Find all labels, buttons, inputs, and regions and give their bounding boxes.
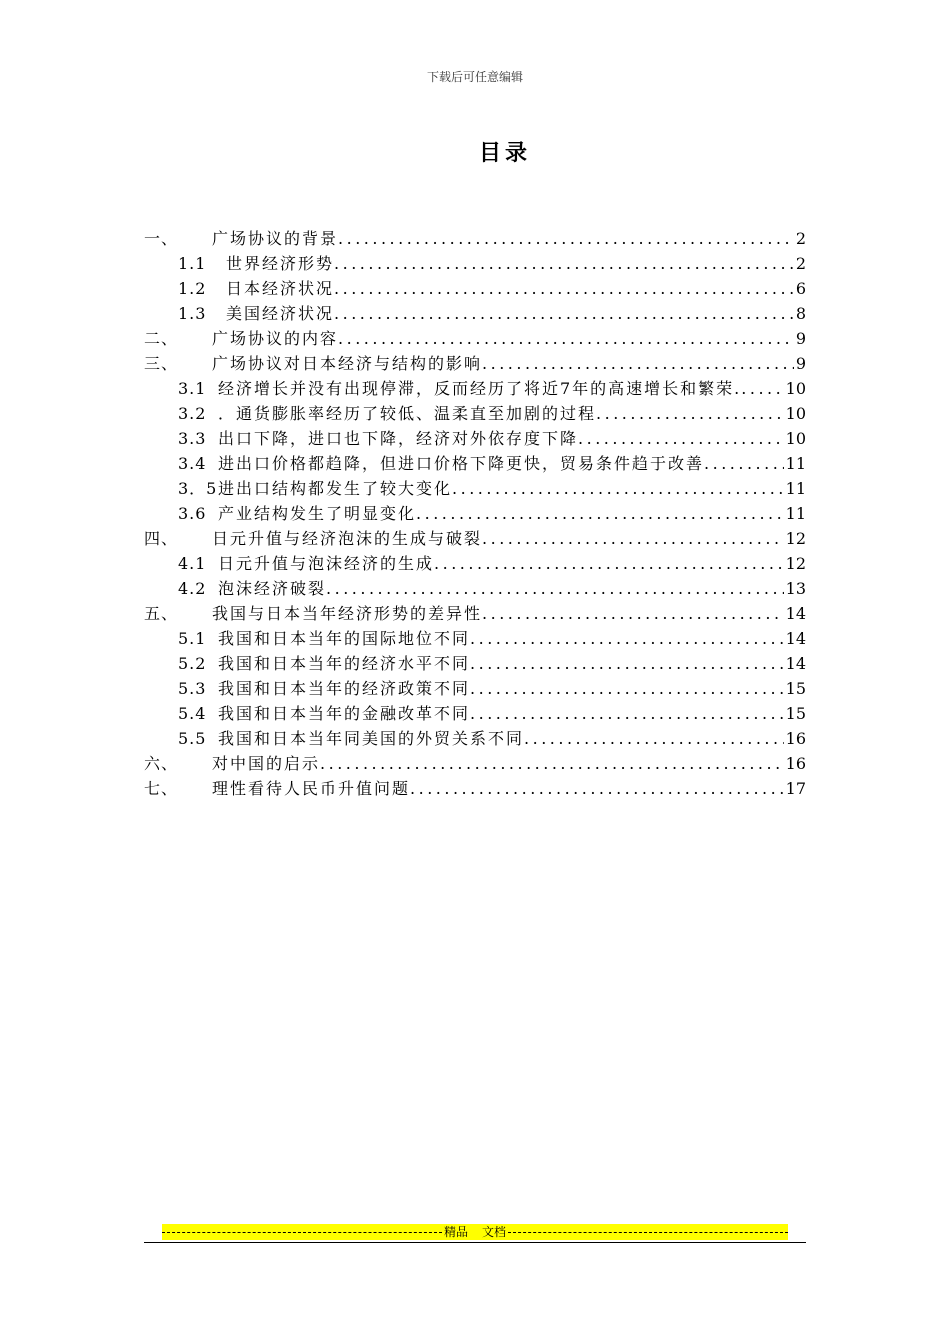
toc-entry-page-number: 14 bbox=[785, 604, 806, 623]
toc-entry-title: 广场协议的背景 bbox=[212, 229, 339, 248]
toc-entry-page-number: 2 bbox=[795, 254, 806, 273]
toc-entry[interactable] bbox=[144, 451, 806, 476]
toc-entry-title: 泡沫经济破裂 bbox=[218, 579, 327, 598]
toc-leader-dots bbox=[482, 601, 784, 626]
toc-entry-number: 5.2 bbox=[178, 654, 207, 673]
toc-entry[interactable] bbox=[144, 376, 806, 401]
toc-entry-number: 七、 bbox=[144, 779, 179, 798]
toc-entry[interactable] bbox=[144, 401, 806, 426]
toc-entry-number: 1.1 bbox=[178, 254, 207, 273]
toc-leader-dots bbox=[578, 426, 784, 451]
toc-entry[interactable] bbox=[144, 301, 806, 326]
toc-entry[interactable] bbox=[144, 776, 806, 801]
toc-entry-title: 世界经济形势 bbox=[226, 254, 335, 273]
toc-entry-title: 日本经济状况 bbox=[226, 279, 335, 298]
toc-entry-number: 3.3 bbox=[178, 429, 207, 448]
toc-entry-title: 我国和日本当年的经济政策不同 bbox=[218, 679, 471, 698]
toc-entry-title: 我国和日本当年的经济水平不同 bbox=[218, 654, 471, 673]
toc-entry-title: 广场协议的内容 bbox=[212, 329, 339, 348]
toc-entry[interactable] bbox=[144, 576, 806, 601]
toc-entry-title: 日元升值与泡沫经济的生成 bbox=[218, 554, 435, 573]
toc-entry-title: 我国和日本当年的金融改革不同 bbox=[218, 704, 471, 723]
toc-entry-number: 四、 bbox=[144, 529, 179, 548]
toc-entry[interactable] bbox=[144, 351, 806, 376]
toc-leader-dots bbox=[524, 726, 784, 751]
toc-leader-dots bbox=[470, 651, 784, 676]
toc-entry-page-number: 11 bbox=[785, 479, 806, 498]
toc-entry-title: 进出口价格都趋降，但进口价格下降更快，贸易条件趋于改善 bbox=[218, 454, 705, 473]
toc-entry-page-number: 10 bbox=[785, 404, 806, 423]
toc-entry-page-number: 14 bbox=[785, 654, 806, 673]
toc-entry-page-number: 10 bbox=[785, 379, 806, 398]
toc-leader-dots bbox=[452, 476, 784, 501]
toc-entry[interactable] bbox=[144, 626, 806, 651]
toc-entry-number: 1.2 bbox=[178, 279, 207, 298]
toc-leader-dots bbox=[326, 576, 784, 601]
toc-entry[interactable] bbox=[144, 726, 806, 751]
toc-leader-dots bbox=[334, 301, 794, 326]
toc-entry[interactable] bbox=[144, 251, 806, 276]
toc-entry-page-number: 12 bbox=[785, 554, 806, 573]
toc-entry[interactable] bbox=[144, 476, 806, 501]
toc-entry-title: 产业结构发生了明显变化 bbox=[218, 504, 417, 523]
toc-entry-title: 日元升值与经济泡沫的生成与破裂 bbox=[212, 529, 483, 548]
toc-entry[interactable] bbox=[144, 601, 806, 626]
toc-entry-title: 我国和日本当年同美国的外贸关系不同 bbox=[218, 729, 525, 748]
toc-entry-title: ．通货膨胀率经历了较低、温柔直至加剧的过程 bbox=[218, 404, 597, 423]
toc-entry-page-number: 16 bbox=[785, 729, 806, 748]
toc-entry-title: 我国和日本当年的国际地位不同 bbox=[218, 629, 471, 648]
toc-entry-page-number: 2 bbox=[795, 229, 806, 248]
footer-rule bbox=[144, 1242, 806, 1243]
toc-entry-number: 3.6 bbox=[178, 504, 207, 523]
toc-leader-dots bbox=[334, 276, 794, 301]
toc-entry-number: 3.4 bbox=[178, 454, 207, 473]
toc-entry-page-number: 10 bbox=[785, 429, 806, 448]
toc-leader-dots bbox=[741, 376, 783, 401]
footer-highlight-bar bbox=[162, 1224, 788, 1240]
toc-entry-page-number: 15 bbox=[785, 704, 806, 723]
toc-entry[interactable] bbox=[144, 676, 806, 701]
toc-entry[interactable] bbox=[144, 501, 806, 526]
toc-leader-dots bbox=[320, 751, 784, 776]
page-header-note: 下载后可任意编辑 bbox=[426, 70, 523, 84]
toc-entry[interactable] bbox=[144, 526, 806, 551]
toc-entry-page-number: 16 bbox=[785, 754, 806, 773]
toc-entry[interactable] bbox=[144, 701, 806, 726]
toc-leader-dots bbox=[470, 676, 784, 701]
toc-leader-dots bbox=[596, 401, 784, 426]
toc-entry[interactable] bbox=[144, 326, 806, 351]
toc-entry-number: 三、 bbox=[144, 354, 179, 373]
toc-entry[interactable] bbox=[144, 276, 806, 301]
toc-entry-number: 4.2 bbox=[178, 579, 207, 598]
toc-entry-page-number: 13 bbox=[785, 579, 806, 598]
toc-entry-page-number: 17 bbox=[785, 779, 806, 798]
toc-entry-number: 3.2 bbox=[178, 404, 207, 423]
toc-entry[interactable] bbox=[144, 226, 806, 251]
toc-entry-page-number: 14 bbox=[785, 629, 806, 648]
toc-leader-dots bbox=[338, 226, 794, 251]
footer-label-right: 文档 bbox=[482, 1225, 507, 1239]
toc-entry-number: 5.5 bbox=[178, 729, 207, 748]
toc-entry-number: 3．5 bbox=[178, 479, 218, 498]
toc-leader-dots bbox=[482, 526, 784, 551]
toc-entry-page-number: 12 bbox=[785, 529, 806, 548]
footer-dash-line bbox=[162, 1224, 788, 1240]
toc-leader-dots bbox=[704, 451, 784, 476]
table-of-contents bbox=[144, 226, 806, 801]
toc-entry[interactable] bbox=[144, 551, 806, 576]
footer-label-left: 精品 bbox=[443, 1225, 468, 1239]
toc-leader-dots bbox=[482, 351, 794, 376]
toc-leader-dots bbox=[334, 251, 794, 276]
toc-leader-dots bbox=[416, 501, 784, 526]
toc-entry[interactable] bbox=[144, 651, 806, 676]
toc-entry-page-number: 8 bbox=[795, 304, 806, 323]
toc-entry-number: 1.3 bbox=[178, 304, 207, 323]
toc-entry-title: 出口下降，进口也下降，经济对外依存度下降 bbox=[218, 429, 579, 448]
toc-leader-dots bbox=[470, 626, 784, 651]
toc-entry-page-number: 11 bbox=[785, 504, 806, 523]
toc-leader-dots bbox=[434, 551, 784, 576]
toc-entry-title: 进出口结构都发生了较大变化 bbox=[218, 479, 453, 498]
toc-leader-dots bbox=[470, 701, 784, 726]
toc-entry-number: 一、 bbox=[144, 229, 179, 248]
toc-entry-number: 六、 bbox=[144, 754, 179, 773]
toc-leader-dots bbox=[338, 326, 794, 351]
toc-entry-title: 广场协议对日本经济与结构的影响 bbox=[212, 354, 483, 373]
toc-entry-title: 美国经济状况 bbox=[226, 304, 335, 323]
toc-entry-page-number: 9 bbox=[795, 329, 806, 348]
toc-leader-dots bbox=[410, 776, 784, 801]
toc-entry-page-number: 6 bbox=[795, 279, 806, 298]
toc-entry-number: 5.3 bbox=[178, 679, 207, 698]
toc-entry[interactable] bbox=[144, 426, 806, 451]
toc-entry-number: 五、 bbox=[144, 604, 179, 623]
footer-dash-left bbox=[162, 1232, 442, 1233]
page-title: 目录 bbox=[478, 141, 531, 166]
toc-entry-number: 5.4 bbox=[178, 704, 207, 723]
toc-entry-number: 4.1 bbox=[178, 554, 207, 573]
footer-dash-right bbox=[508, 1232, 788, 1233]
toc-entry-number: 3.1 bbox=[178, 379, 207, 398]
toc-entry-title: 我国与日本当年经济形势的差异性 bbox=[212, 604, 483, 623]
toc-entry-title: 经济增长并没有出现停滞，反而经历了将近7年的高速增长和繁荣. bbox=[218, 379, 742, 398]
toc-entry-title: 对中国的启示 bbox=[212, 754, 321, 773]
toc-entry-page-number: 15 bbox=[785, 679, 806, 698]
toc-entry-page-number: 11 bbox=[785, 454, 806, 473]
toc-entry-number: 5.1 bbox=[178, 629, 207, 648]
toc-entry-page-number: 9 bbox=[795, 354, 806, 373]
toc-entry-number: 二、 bbox=[144, 329, 179, 348]
toc-entry[interactable] bbox=[144, 751, 806, 776]
toc-entry-title: 理性看待人民币升值问题 bbox=[212, 779, 411, 798]
